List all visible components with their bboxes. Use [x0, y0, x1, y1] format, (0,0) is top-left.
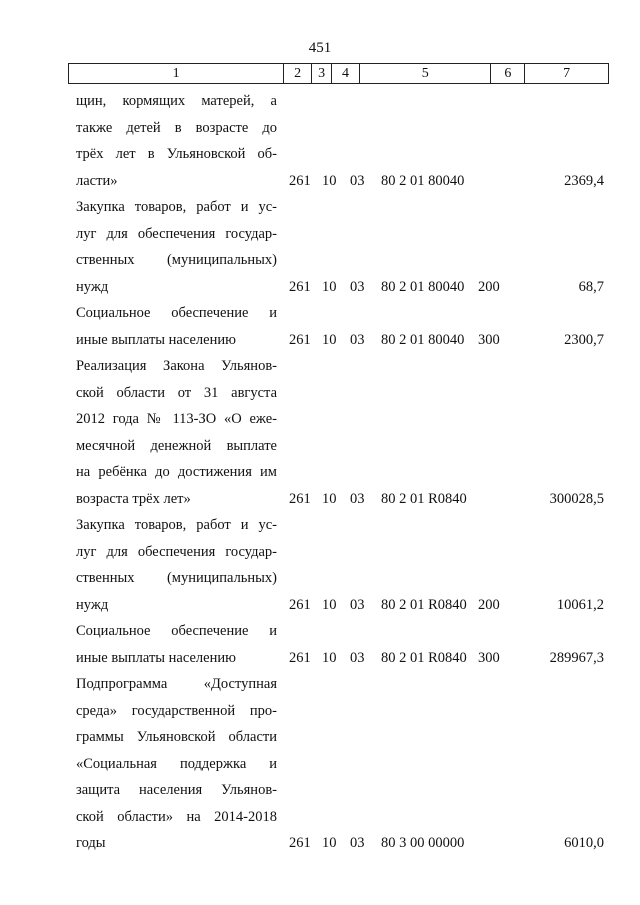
row-codes: [0, 486, 640, 513]
table-row: [0, 353, 640, 512]
subsection-code: 03: [350, 278, 365, 295]
section-code: 10: [322, 331, 337, 348]
description-line: ственных (муниципальных): [76, 570, 277, 586]
description-line: «Социальная поддержка и: [76, 755, 277, 772]
table-row: [0, 88, 640, 194]
description-line: ской области от 31 августа: [76, 384, 277, 401]
description-line: возраста трёх лет»: [76, 490, 191, 507]
section-code: 10: [322, 649, 337, 666]
table-row: [0, 671, 640, 857]
table-row: [0, 300, 640, 353]
amount-value: 6010,0: [564, 835, 604, 851]
header-col-1: 1: [69, 64, 284, 83]
section-code: 10: [322, 278, 337, 295]
description-line: Социальное обеспечение и: [76, 305, 277, 321]
row-codes: [0, 327, 640, 354]
description-line: луг для обеспечения государ-: [76, 543, 277, 560]
description-line: нужд: [76, 596, 109, 613]
admin-code: 261: [289, 331, 311, 348]
table-row: [0, 618, 640, 671]
expense-type-code: 300: [478, 649, 500, 666]
subsection-code: 03: [350, 331, 365, 348]
table-row: [0, 194, 640, 300]
target-article-code: 80 2 01 80040: [381, 278, 465, 295]
description-line: Социальное обеспечение и: [76, 623, 277, 639]
description-line: Реализация Закона Ульянов-: [76, 358, 277, 374]
expense-type-code: 200: [478, 596, 500, 613]
description-line: ственных (муниципальных): [76, 252, 277, 268]
target-article-code: 80 3 00 00000: [381, 835, 465, 851]
admin-code: 261: [289, 649, 311, 666]
subsection-code: 03: [350, 835, 365, 851]
description-line: ской области» на 2014-2018: [76, 808, 277, 825]
admin-code: 261: [289, 490, 311, 507]
description-line: луг для обеспечения государ-: [76, 225, 277, 242]
subsection-code: 03: [350, 649, 365, 666]
target-article-code: 80 2 01 80040: [381, 172, 465, 189]
description-line: годы: [76, 835, 106, 851]
description-line: ласти»: [76, 172, 118, 189]
expense-type-code: 300: [478, 331, 500, 348]
page-number: 451: [308, 40, 332, 56]
description-line: также детей в возрасте до: [76, 119, 277, 136]
amount-value: 2369,4: [564, 172, 604, 189]
section-code: 10: [322, 835, 337, 851]
header-col-2: 2: [284, 64, 312, 83]
target-article-code: 80 2 01 R0840: [381, 649, 467, 666]
admin-code: 261: [289, 835, 311, 851]
target-article-code: 80 2 01 R0840: [381, 490, 467, 507]
subsection-code: 03: [350, 596, 365, 613]
table-body: [0, 88, 640, 857]
description-line: среда» государственной про-: [76, 702, 277, 719]
description-line: защита населения Ульянов-: [76, 782, 277, 798]
description-line: на ребёнка до достижения им: [76, 464, 277, 480]
amount-value: 289967,3: [549, 649, 604, 666]
target-article-code: 80 2 01 80040: [381, 331, 465, 348]
description-line: 2012 года № 113-ЗО «О еже-: [76, 411, 277, 427]
row-codes: [0, 645, 640, 672]
header-col-5: 5: [360, 64, 492, 83]
description-line: Подпрограмма «Доступная: [76, 676, 277, 692]
description-line: нужд: [76, 278, 109, 295]
section-code: 10: [322, 490, 337, 507]
row-codes: [0, 830, 640, 857]
subsection-code: 03: [350, 172, 365, 189]
amount-value: 68,7: [578, 278, 604, 295]
description-line: Закупка товаров, работ и ус-: [76, 517, 277, 533]
table-header: [68, 63, 609, 84]
subsection-code: 03: [350, 490, 365, 507]
target-article-code: 80 2 01 R0840: [381, 596, 467, 613]
row-codes: [0, 274, 640, 301]
amount-value: 2300,7: [564, 331, 604, 348]
header-col-3: 3: [312, 64, 332, 83]
table-row: [0, 512, 640, 618]
description-line: Закупка товаров, работ и ус-: [76, 199, 277, 215]
header-col-4: 4: [332, 64, 360, 83]
expense-type-code: 200: [478, 278, 500, 295]
row-codes: [0, 592, 640, 619]
admin-code: 261: [289, 596, 311, 613]
header-col-6: 6: [491, 64, 525, 83]
description-line: месячной денежной выплате: [76, 437, 277, 454]
amount-value: 300028,5: [549, 490, 604, 507]
description-line: щин, кормящих матерей, а: [76, 93, 277, 109]
header-col-7: 7: [563, 65, 571, 81]
admin-code: 261: [289, 278, 311, 295]
section-code: 10: [322, 172, 337, 189]
description-line: граммы Ульяновской области: [76, 729, 277, 745]
row-codes: [0, 168, 640, 195]
description-line: иные выплаты населению: [76, 649, 236, 666]
description-line: трёх лет в Ульяновской об-: [76, 146, 277, 162]
section-code: 10: [322, 596, 337, 613]
description-line: иные выплаты населению: [76, 331, 236, 348]
amount-value: 10061,2: [556, 596, 604, 613]
admin-code: 261: [289, 172, 311, 189]
row-description: [76, 671, 277, 857]
